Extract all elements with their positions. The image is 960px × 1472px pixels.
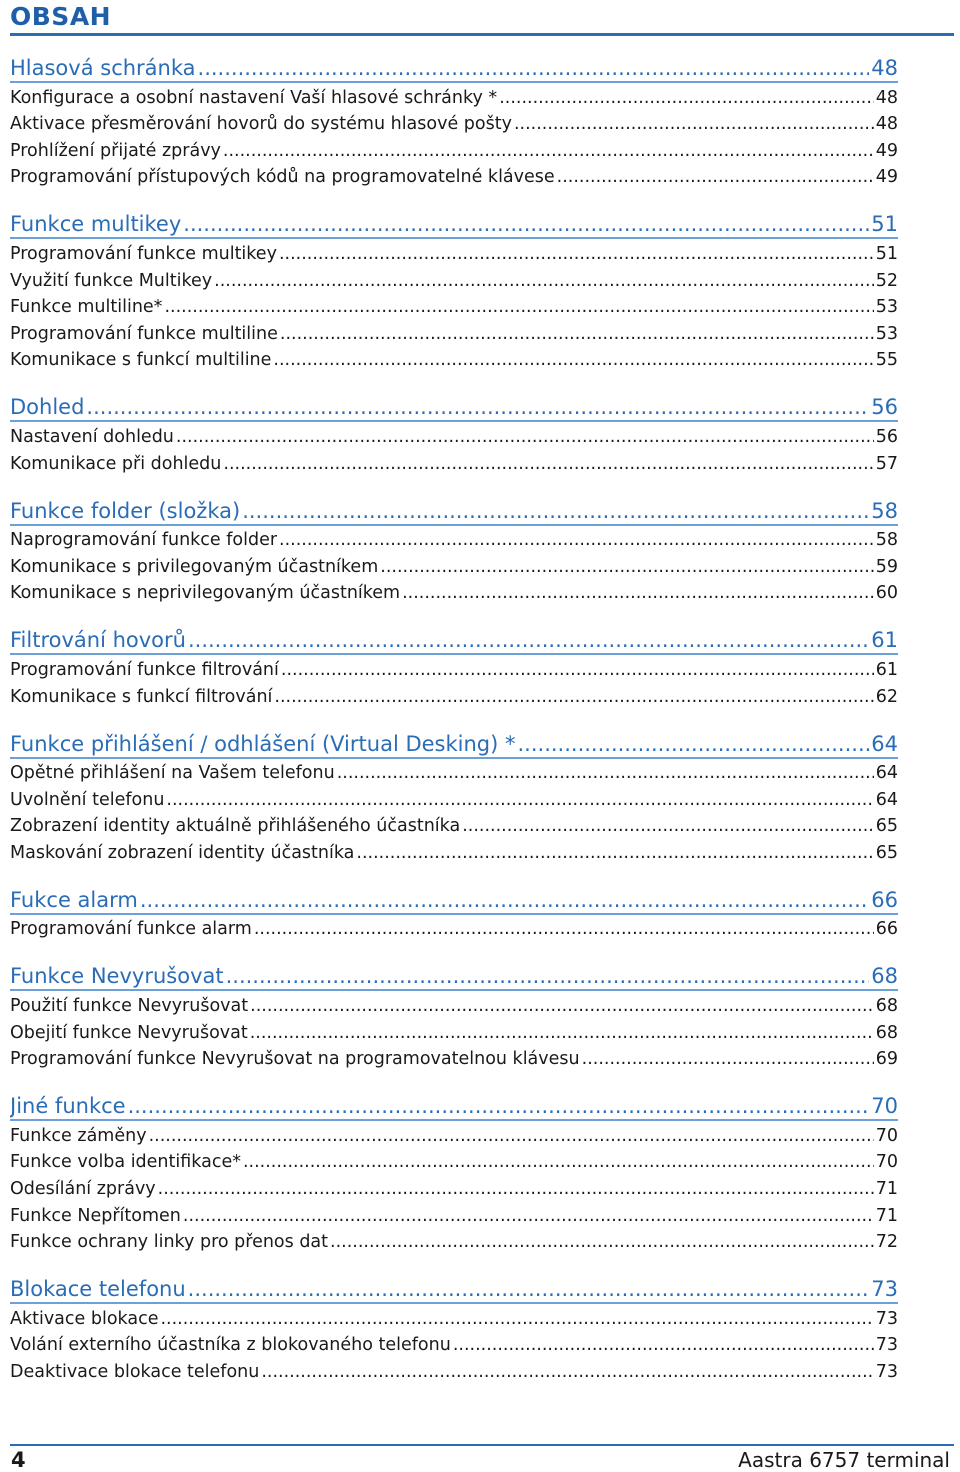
toc-page-number: 68 (875, 996, 898, 1017)
footer-rule (10, 1444, 954, 1446)
toc-page-number: 71 (875, 1205, 898, 1226)
toc-section-heading[interactable] (10, 1086, 898, 1121)
toc-section-heading[interactable] (10, 491, 898, 526)
toc-page-number: 61 (871, 628, 898, 653)
toc-entry[interactable] (10, 1121, 898, 1148)
toc-section-title: Funkce folder (složka) (10, 498, 241, 523)
toc-page-number: 57 (875, 453, 898, 474)
toc-page-number: 53 (875, 323, 898, 344)
toc-entry-title: Programování funkce alarm (10, 919, 252, 940)
toc-section-title: Funkce přihlášení / odhlášení (Virtual Desking) * (10, 731, 516, 756)
toc-entry-title: Programování přístupových kódů na programovatelné klávese (10, 167, 555, 188)
toc-entry[interactable] (10, 83, 898, 110)
toc-entry-title: Funkce ochrany linky pro přenos dat (10, 1232, 329, 1253)
toc-section-heading[interactable] (10, 880, 898, 915)
toc-entry[interactable] (10, 1357, 898, 1384)
toc-dot-leader (279, 530, 874, 552)
toc-page-number: 48 (875, 87, 898, 108)
toc-dot-leader (402, 583, 874, 605)
toc-page-number: 64 (875, 789, 898, 810)
toc-page-number: 68 (875, 1022, 898, 1043)
toc-section-heading[interactable] (10, 1269, 898, 1304)
toc-entry[interactable] (10, 1018, 898, 1045)
toc-dot-leader (280, 324, 874, 346)
toc-dot-leader (242, 499, 869, 524)
toc-section-title: Funkce Nevyrušovat (10, 964, 224, 989)
toc-entry[interactable] (10, 1331, 898, 1358)
toc-entry-title: Opětné přihlášení na Vašem telefonu (10, 763, 335, 784)
toc-section-heading[interactable] (10, 724, 898, 759)
toc-entry-title: Programování funkce multikey (10, 243, 277, 264)
toc-entry[interactable] (10, 526, 898, 553)
toc-page-number: 56 (875, 426, 898, 447)
toc-page-number: 70 (875, 1125, 898, 1146)
page-title: OBSAH (10, 2, 112, 31)
toc-page-number: 58 (871, 498, 898, 523)
toc-page-number: 55 (875, 350, 898, 371)
toc-entry[interactable] (10, 449, 898, 476)
toc-page-number: 59 (875, 556, 898, 577)
toc-entry-title: Použití funkce Nevyrušovat (10, 996, 249, 1017)
toc-entry[interactable] (10, 1148, 898, 1175)
header-rule (10, 33, 954, 36)
toc-entry-title: Deaktivace blokace telefonu (10, 1362, 260, 1382)
toc-page-number: 51 (871, 212, 898, 237)
toc-entry[interactable] (10, 1304, 898, 1331)
toc-page-number: 60 (875, 583, 898, 604)
toc-dot-leader (183, 212, 869, 237)
toc-dot-leader (337, 763, 874, 785)
toc-entry-title: Obejití funkce Nevyrušovat (10, 1022, 248, 1043)
toc-dot-leader (356, 843, 873, 865)
toc-dot-leader (160, 1309, 873, 1331)
toc-section-title: Fukce alarm (10, 887, 138, 912)
toc-entry-title: Maskování zobrazení identity účastníka (10, 842, 355, 863)
toc-entry[interactable] (10, 759, 898, 786)
toc-entry[interactable] (10, 682, 898, 709)
toc-dot-leader (462, 816, 874, 838)
toc-page-number: 70 (871, 1094, 898, 1119)
toc-page-number: 64 (875, 763, 898, 784)
toc-dot-leader (86, 395, 869, 420)
toc-dot-leader (518, 732, 870, 757)
toc-dot-leader (164, 297, 873, 319)
toc-entry-title: Odesílání zprávy (10, 1179, 156, 1200)
toc-dot-leader (176, 427, 874, 449)
toc-page-number: 49 (875, 140, 898, 161)
toc-entry[interactable] (10, 1228, 898, 1255)
toc-page-number: 56 (871, 395, 898, 420)
toc-dot-leader (250, 996, 874, 1018)
toc-dot-leader (273, 350, 873, 372)
page-number: 4 (11, 1448, 26, 1472)
toc-entry-title: Komunikace s funkcí multiline (10, 350, 272, 371)
toc-entry[interactable] (10, 579, 898, 606)
toc-entry-title: Funkce záměny (10, 1125, 147, 1146)
toc-entry[interactable] (10, 136, 898, 163)
toc-entry[interactable] (10, 319, 898, 346)
toc-entry-title: Naprogramování funkce folder (10, 530, 278, 551)
toc-dot-leader (188, 628, 869, 653)
toc-page-number: 48 (871, 56, 898, 80)
toc-entry-title: Využití funkce Multikey (10, 270, 213, 291)
toc-section-heading[interactable] (10, 387, 898, 422)
toc-dot-leader (166, 790, 873, 812)
toc-section-heading[interactable] (10, 620, 898, 655)
toc-entry[interactable] (10, 293, 898, 320)
toc-page-number: 62 (875, 686, 898, 707)
toc-entry[interactable] (10, 915, 898, 942)
toc-dot-leader (281, 660, 874, 682)
toc-entry-title: Funkce volba identifikace* (10, 1152, 241, 1173)
toc-entry-title: Komunikace při dohledu (10, 453, 222, 474)
toc-page-number: 70 (875, 1152, 898, 1173)
toc-dot-leader (223, 141, 874, 163)
toc-dot-leader (279, 244, 874, 266)
toc-page-number: 66 (871, 887, 898, 912)
toc-entry[interactable] (10, 812, 898, 839)
toc-entry[interactable] (10, 552, 898, 579)
toc-entry[interactable] (10, 239, 898, 266)
toc-dot-leader (140, 888, 869, 913)
toc-entry[interactable] (10, 110, 898, 137)
toc-entry-title: Aktivace přesměrování hovorů do systému hlasové pošty (10, 114, 512, 135)
toc-page-number: 66 (875, 919, 898, 940)
toc-entry[interactable] (10, 346, 898, 373)
toc-dot-leader (243, 1152, 874, 1174)
toc-entry-title: Programování funkce Nevyrušovat na programovatelnou klávesu (10, 1049, 580, 1070)
toc-page-number: 61 (875, 659, 898, 680)
toc-entry[interactable] (10, 163, 898, 190)
toc-entry-title: Komunikace s funkcí filtrování (10, 686, 273, 707)
toc-entry-title: Programování funkce multiline (10, 323, 278, 344)
toc-entry[interactable] (10, 655, 898, 682)
toc-page-number: 73 (875, 1362, 898, 1382)
toc-page-number: 68 (871, 964, 898, 989)
toc-dot-leader (557, 167, 874, 189)
toc-dot-leader (514, 114, 874, 136)
toc-entry[interactable] (10, 1045, 898, 1072)
toc-dot-leader (128, 1094, 870, 1119)
toc-entry[interactable] (10, 266, 898, 293)
toc-page-number: 51 (875, 243, 898, 264)
toc-entry-title: Uvolnění telefonu (10, 789, 165, 810)
toc-page-number: 65 (875, 842, 898, 863)
toc-page-number: 53 (875, 297, 898, 318)
toc-entry-title: Zobrazení identity aktuálně přihlášeného účastníka (10, 816, 461, 837)
toc-entry-title: Prohlížení přijaté zprávy (10, 140, 221, 161)
footer-product-name: Aastra 6757 terminal (738, 1448, 950, 1472)
toc-entry-title: Komunikace s neprivilegovaným účastníkem (10, 583, 401, 604)
toc-entry-title: Volání externího účastníka z blokovaného telefonu (10, 1335, 451, 1356)
toc-entry[interactable] (10, 838, 898, 865)
toc-dot-leader (198, 56, 870, 81)
toc-section-title: Funkce multikey (10, 212, 182, 237)
toc-page-number: 71 (875, 1179, 898, 1200)
page-footer (0, 1440, 960, 1470)
toc-dot-leader (453, 1335, 874, 1357)
page-header (0, 0, 954, 36)
toc-section-title: Jiné funkce (10, 1094, 126, 1119)
toc-entry-title: Aktivace blokace (10, 1308, 159, 1329)
toc-section-title: Filtrování hovorů (10, 628, 186, 653)
toc-dot-leader (226, 964, 870, 989)
toc-dot-leader (149, 1126, 874, 1148)
toc-section-heading[interactable] (10, 48, 898, 83)
toc-entry-title: Konfigurace a osobní nastavení Vaší hlasové schránky * (10, 87, 498, 108)
toc-dot-leader (250, 1023, 874, 1045)
toc-section-heading[interactable] (10, 956, 898, 991)
toc-entry-title: Nastavení dohledu (10, 426, 174, 447)
toc-entry[interactable] (10, 1201, 898, 1228)
toc-section-title: Hlasová schránka (10, 56, 196, 80)
toc-dot-leader (188, 1277, 870, 1302)
toc-dot-leader (261, 1362, 873, 1384)
toc-page-number: 73 (871, 1277, 898, 1302)
toc-page-number: 73 (875, 1308, 898, 1329)
toc-page-number: 49 (875, 167, 898, 188)
toc-dot-leader (380, 557, 873, 579)
toc-page-number: 72 (875, 1232, 898, 1253)
toc-section-title: Blokace telefonu (10, 1277, 186, 1302)
toc-page-number: 58 (875, 530, 898, 551)
toc-dot-leader (330, 1232, 874, 1254)
toc-section-title: Dohled (10, 395, 85, 420)
toc-page-number: 73 (875, 1335, 898, 1356)
toc-entry[interactable] (10, 785, 898, 812)
toc-entry-title: Komunikace s privilegovaným účastníkem (10, 556, 379, 577)
toc-dot-leader (274, 687, 873, 709)
table-of-contents (10, 48, 898, 1384)
toc-entry-title: Funkce multiline* (10, 297, 163, 318)
toc-entry-title: Programování funkce filtrování (10, 659, 279, 680)
toc-entry[interactable] (10, 991, 898, 1018)
toc-dot-leader (214, 271, 874, 293)
toc-entry[interactable] (10, 1174, 898, 1201)
toc-dot-leader (582, 1049, 874, 1071)
toc-page-number: 65 (875, 816, 898, 837)
toc-dot-leader (499, 88, 874, 110)
toc-page-number: 64 (871, 731, 898, 756)
toc-dot-leader (254, 919, 874, 941)
toc-entry-title: Funkce Nepřítomen (10, 1205, 181, 1226)
toc-page-number: 69 (875, 1049, 898, 1070)
toc-dot-leader (183, 1206, 874, 1228)
toc-dot-leader (223, 454, 873, 476)
toc-page-number: 48 (875, 114, 898, 135)
toc-section-heading[interactable] (10, 204, 898, 239)
toc-dot-leader (158, 1179, 874, 1201)
toc-page-number: 52 (875, 270, 898, 291)
toc-entry[interactable] (10, 422, 898, 449)
